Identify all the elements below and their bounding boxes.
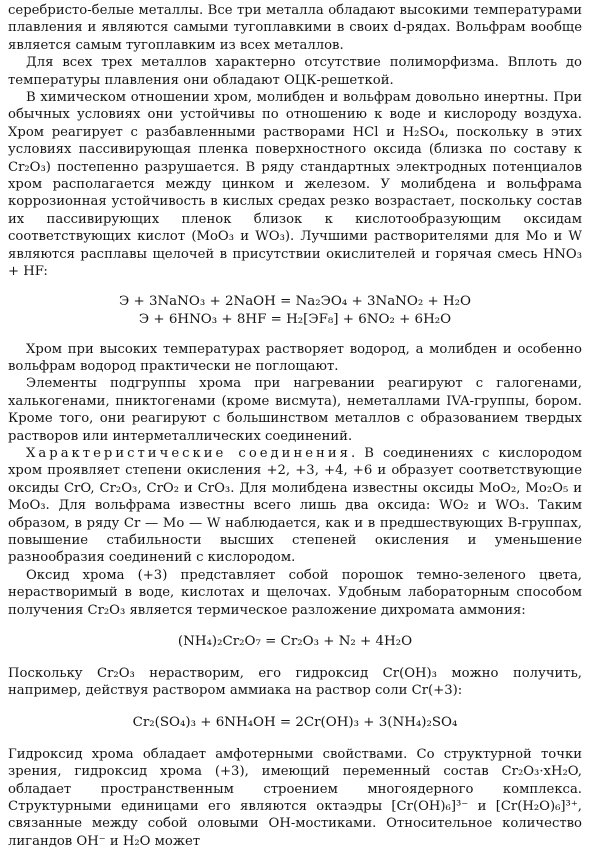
section-heading-compounds: Характеристические соединения xyxy=(26,445,351,461)
equation-acid-mixture: Э + 6HNO₃ + 8HF = H₂[ЭF₈] + 6NO₂ + 6H₂O xyxy=(138,311,452,327)
equation-hydroxide-block xyxy=(8,714,582,732)
paragraph-compounds-text: . В соединениях с кислородом хром проявляет степени окисления +2, +3, +4, +6 и образует соответствующие оксиды CrO, Cr₂O₃, CrO₂ и CrO₃. Для молибдена известны оксиды MoO₂, Mo₂O₅ и MoO₃. Для вольфрама известны всего лишь два оксида: WO₂ и WO₃. Таким образом, в ряду Cr — Mo — W наблюдается, как и в предшествующих В-группах, повышение стабильности высших степеней окисления и уменьшение разнообразия соединений с кислородом. xyxy=(8,445,582,566)
equations-dissolution xyxy=(8,293,582,329)
paragraph-chemical-behavior: В химическом отношении хром, молибден и вольфрам довольно инертны. При обычных условиях они устойчивы по отношению к воде и кислороду воздуха. Хром реагирует с разбавленными растворами HCl и H₂SO₄, поскольку в этих условиях пассивирующая пленка поверхностного оксида (близка по составу к Cr₂O₃) постепенно разрушается. В ряду стандартных электродных потенциалов хром располагается между цинком и железом. У молибдена и вольфрама коррозионная устойчивость в кислых средах резко возрастает, поскольку состав их пассивирующих пленок близок к кислотообразующим оксидам соответствующих кислот (MoO₃ и WO₃). Лучшими растворителями для Mo и W являются расплавы щелочей в присутствии окислителей и горячая смесь HNO₃ + HF: xyxy=(8,90,582,280)
paragraph-polymorphism: Для всех трех металлов характерно отсутствие полиморфизма. Вплоть до температуры плавления они обладают ОЦК-решеткой. xyxy=(8,55,582,88)
equation-dichromate-decomposition: (NH₄)₂Cr₂O₇ = Cr₂O₃ + N₂ + 4H₂O xyxy=(177,634,413,649)
equation-hydroxide-precipitation: Cr₂(SO₄)₃ + 6NH₄OH = 2Cr(OH)₃ + 3(NH₄)₂SO₄ xyxy=(132,714,458,730)
paragraph-reactions: Элементы подгруппы хрома при нагревании реагируют с галогенами, халькогенами, пниктогенами (кроме висмута), неметаллами IVA-группы, бором. Кроме того, они реагируют с большинством металлов с образованием твердых растворов или интерметаллических соединений. xyxy=(8,376,582,444)
paragraph-hydroxide-structure: Гидроксид хрома обладает амфотерными свойствами. Со структурной точки зрения, гидроксид хрома (+3), имеющий переменный состав Cr₂O₃·xH₂O, обладает пространственным строением многоядерного комплекса. Структурными единицами его являются октаэдры [Cr(OH)₆]³⁻ и [Cr(H₂O)₆]³⁺, связанные между собой ᴏловыми OH-мостиками. Относительное количество лигандов OH⁻ и H₂O может xyxy=(8,746,582,849)
equation-dichromate-block xyxy=(8,633,582,651)
paragraph-metals-properties: серебристо-белые металлы. Все три металла обладают высокими температурами плавления и являются самыми тугоплавкими в своих d-рядах. Вольфрам вообще является самым тугоплавким из всех металлов. xyxy=(8,3,582,53)
paragraph-hydroxide-preparation: Поскольку Cr₂O₃ нерастворим, его гидроксид Cr(OH)₃ можно получить, например, действуя раствором аммиака на раствор соли Cr(+3): xyxy=(8,666,582,699)
equation-alkali-melt: Э + 3NaNO₃ + 2NaOH = Na₂ЭO₄ + 3NaNO₂ + H₂O xyxy=(118,293,472,309)
paragraph-chromium-oxide: Оксид хрома (+3) представляет собой порошок темно-зеленого цвета, нерастворимый в воде, кислотах и щелочах. Удобным лабораторным способом получения Cr₂O₃ является термическое разложение дихромата аммония: xyxy=(8,567,582,618)
paragraph-compounds xyxy=(8,445,582,567)
paragraph-hydrogen: Хром при высоких температурах растворяет водород, а молибден и особенно вольфрам водород практически не поглощают. xyxy=(8,341,582,374)
